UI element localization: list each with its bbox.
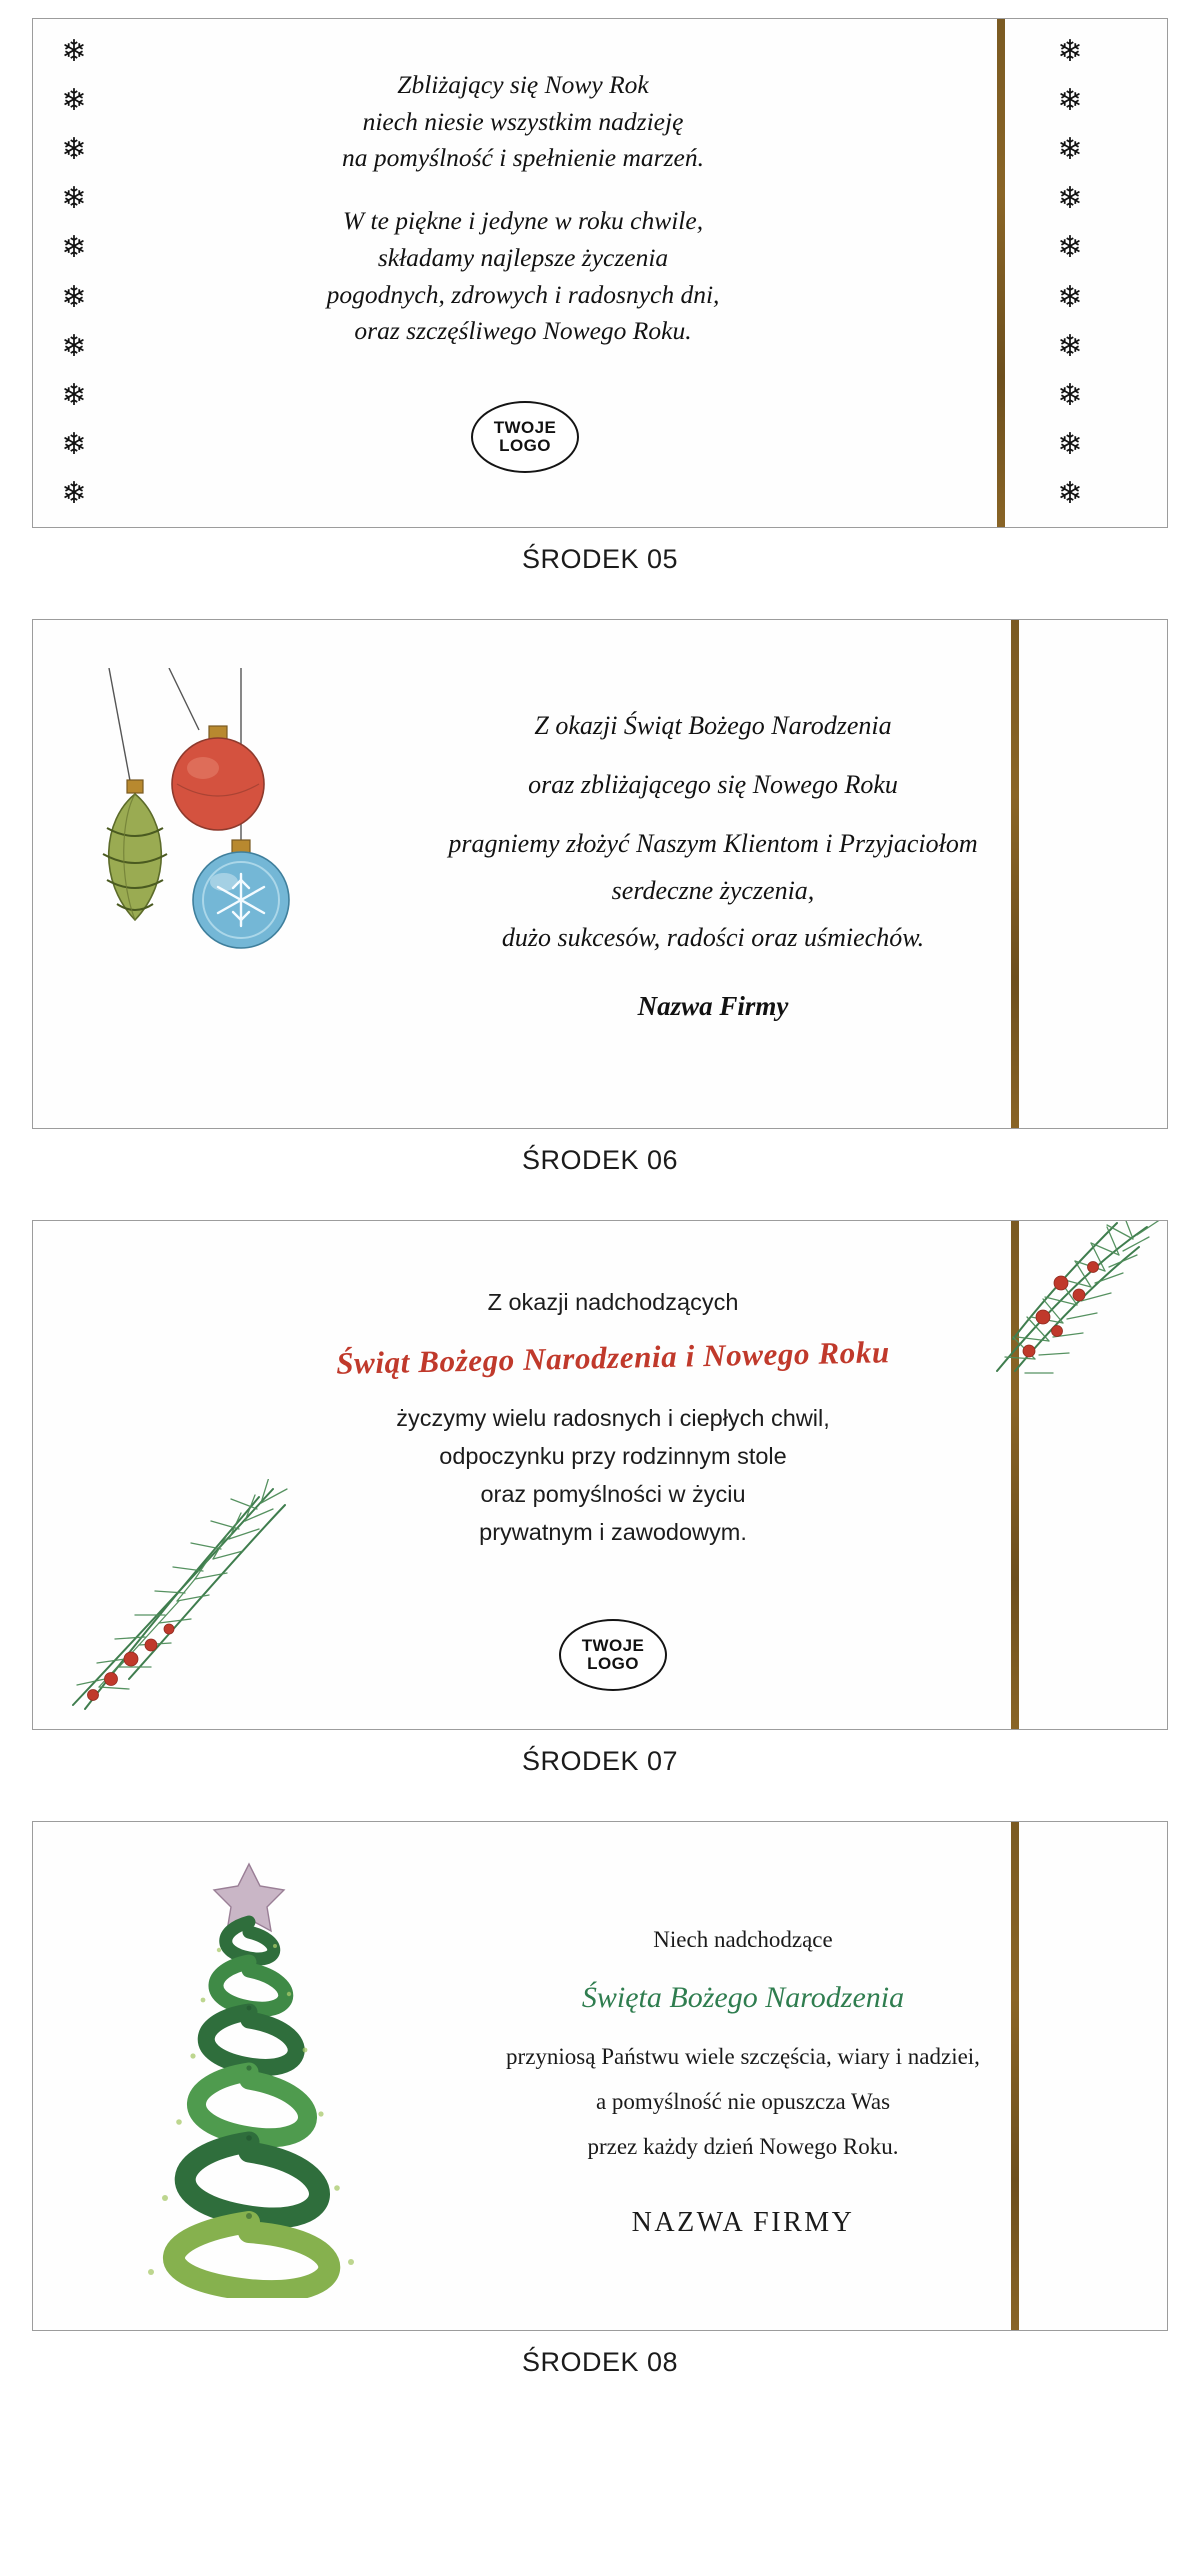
snowflake-icon: ❄ <box>1057 328 1083 364</box>
snowflake-icon: ❄ <box>1057 132 1083 168</box>
snowflake-icon: ❄ <box>61 181 87 217</box>
baubles-svg <box>91 668 361 1048</box>
logo-line-2: LOGO <box>587 1654 639 1673</box>
snowflake-icon: ❄ <box>1057 279 1083 315</box>
snowflake-icon: ❄ <box>61 230 87 266</box>
greeting-text-07: Z okazji nadchodzących Świąt Bożego Narodzenia i Nowego Roku życzymy wielu radosnych i ciepłych chwil, odpoczynku przy rodzinnym stole oraz pomyślności w życiu prywatnym i zawodowym. <box>333 1283 893 1552</box>
company-name-08: NAZWA FIRMY <box>631 2206 855 2238</box>
pine-branch-bottom-left <box>33 1479 363 1729</box>
caption-srodek-08: ŚRODEK 08 <box>521 2347 679 2377</box>
snowflake-icon: ❄ <box>1057 377 1083 413</box>
fold-line <box>997 18 1005 528</box>
snowflake-border-right <box>1043 34 1097 511</box>
lead-line-08: Niech nadchodzące <box>653 1927 833 1952</box>
pine-branch-svg <box>847 1221 1167 1461</box>
snowflake-icon: ❄ <box>61 83 87 119</box>
greeting-text-05: Zbliżający się Nowy Rok niech niesie wszystkim nadzieję na pomyślność i spełnienie marzeń. W te piękne i jedyne w roku chwile, składamy najlepsze życzenia pogodnych, zdrowych i radosnych dni, oraz szczęśliwego Nowego Roku. <box>326 70 720 346</box>
snowflake-icon: ❄ <box>61 475 87 511</box>
lead-line-07: Z okazji nadchodzących <box>487 1289 739 1315</box>
headline-07: Świąt Bożego Narodzenia i Nowego Roku <box>335 1334 891 1381</box>
greeting-text-08: Niech nadchodzące Święta Bożego Narodzenia przyniosą Państwu wiele szczęścia, wiary i nadziei, a pomyślność nie opuszcza Was przez każdy dzień Nowego Roku. NAZWA FIRMY <box>463 1918 1023 2250</box>
snowflake-icon: ❄ <box>1057 83 1083 119</box>
snowflake-icon: ❄ <box>61 377 87 413</box>
snowflake-border-left <box>47 34 101 511</box>
card-srodek-05 <box>32 18 1168 528</box>
snowflake-icon: ❄ <box>1057 475 1083 511</box>
card-block-srodek-07 <box>32 1220 1168 1777</box>
snowflake-icon: ❄ <box>61 34 87 69</box>
card-block-srodek-08 <box>32 1821 1168 2378</box>
snowflake-icon: ❄ <box>1057 426 1083 462</box>
logo-placeholder-07 <box>559 1619 667 1691</box>
greeting-text-06: Z okazji Świąt Bożego Narodzenia oraz zbliżającego się Nowego Roku pragniemy złożyć Naszym Klientom i Przyjaciołom serdeczne życzenia, dużo sukcesów, radości oraz uśmiechów. Nazwa Firmy <box>363 708 1063 1025</box>
pine-branch-svg <box>33 1479 363 1729</box>
card-srodek-08 <box>32 1821 1168 2331</box>
card-block-srodek-06 <box>32 619 1168 1176</box>
card-block-srodek-05 <box>32 18 1168 575</box>
company-name-06: Nazwa Firmy <box>637 990 789 1021</box>
headline-08: Święta Bożego Narodzenia <box>581 1980 905 2014</box>
caption-srodek-05: ŚRODEK 05 <box>521 544 679 574</box>
card-srodek-06 <box>32 619 1168 1129</box>
christmas-tree-illustration <box>99 1858 419 2298</box>
logo-line-1: TWOJE <box>581 1635 645 1655</box>
snowflake-icon: ❄ <box>1057 34 1083 69</box>
caption-srodek-07: ŚRODEK 07 <box>521 1746 679 1776</box>
snowflake-icon: ❄ <box>61 426 87 462</box>
baubles-illustration <box>91 668 361 1048</box>
caption-srodek-06: ŚRODEK 06 <box>521 1145 679 1175</box>
snowflake-icon: ❄ <box>61 328 87 364</box>
snowflake-icon: ❄ <box>1057 230 1083 266</box>
snowflake-icon: ❄ <box>61 279 87 315</box>
snowflake-icon: ❄ <box>61 132 87 168</box>
christmas-tree-svg <box>99 1858 419 2298</box>
snowflake-icon: ❄ <box>1057 181 1083 217</box>
logo-placeholder-05 <box>471 401 579 473</box>
card-srodek-07 <box>32 1220 1168 1730</box>
pine-branch-top-right <box>847 1221 1167 1461</box>
logo-line-1: TWOJE <box>493 417 557 437</box>
logo-line-2: LOGO <box>499 436 551 455</box>
